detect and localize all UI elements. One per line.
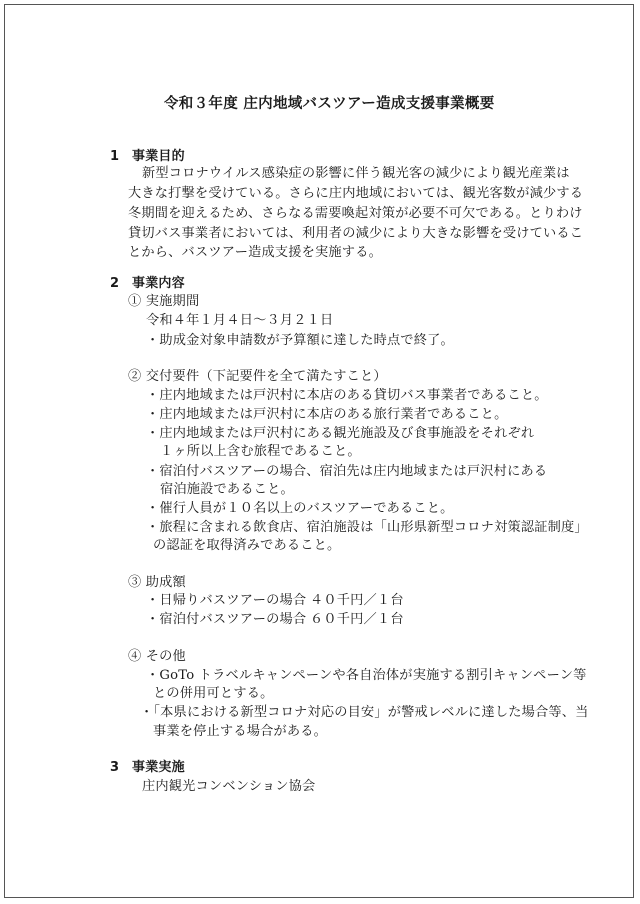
section-1-line: 冬期間を迎えるため、さらなる需要喚起対策が必要不可欠である。とりわけ (128, 206, 583, 221)
sub-2-line: ・旅程に含まれる飲食店、宿泊施設は「山形県新型コロナ対策認証制度」 (146, 520, 588, 535)
section-2-heading: 事業内容 (132, 276, 185, 291)
document-title: 令和３年度 庄内地域バスツアー造成支援事業概要 (164, 96, 495, 112)
sub-2-line: ・庄内地域または戸沢村にある観光施設及び食事施設をそれぞれ (146, 426, 535, 441)
sub-2-line: の認証を取得済みであること。 (153, 538, 341, 553)
section-1-line: 貸切バス事業者においては、利用者の減少により大きな影響を受けているこ (128, 226, 584, 241)
sub-3-stay-label: ・宿泊付バスツアーの場合 (146, 612, 307, 627)
sub-3-stay-amount: ６０千円／１台 (310, 612, 404, 627)
sub-2-heading: ② 交付要件（下記要件を全て満たすこと） (128, 369, 387, 384)
sub-3-day-label: ・日帰りバスツアーの場合 (146, 593, 307, 608)
sub-1-note: ・助成金対象申請数が予算額に達した時点で終了。 (146, 333, 454, 348)
sub-4-line: ・「本県における新型コロナ対応の目安」が警戒レベルに達した場合等、当 (140, 705, 589, 720)
sub-1-date: 令和４年１月４日～３月２１日 (146, 313, 334, 328)
sub-2-line: ・催行人員が１０名以上のバスツアーであること。 (146, 501, 454, 516)
section-3-heading: 事業実施 (132, 760, 185, 775)
sub-4-line: との併用可とする。 (153, 686, 274, 701)
sub-4-line: 事業を停止する場合がある。 (153, 724, 328, 739)
section-1-number: 1 (110, 149, 120, 164)
sub-4-line: ・GoTo トラベルキャンペーンや各自治体が実施する割引キャンペーン等 (146, 668, 587, 683)
sub-2-line: ・宿泊付バスツアーの場合、宿泊先は庄内地域または戸沢村にある (146, 464, 548, 479)
sub-3-heading: ③ 助成額 (128, 575, 186, 590)
sub-2-line: １ヶ所以上含む旅程であること。 (160, 444, 361, 459)
section-1-line: とから、バスツアー造成支援を実施する。 (128, 245, 382, 260)
sub-1-heading: ① 実施期間 (128, 294, 200, 309)
section-1-heading: 事業目的 (132, 149, 185, 164)
section-3-number: 3 (110, 760, 120, 775)
section-3-body: 庄内観光コンベンション協会 (142, 779, 316, 794)
sub-2-line: 宿泊施設であること。 (160, 482, 294, 497)
section-1-line: 大きな打撃を受けている。さらに庄内地域においては、観光客数が減少する (128, 186, 584, 201)
sub-3-day-amount: ４０千円／１台 (310, 593, 404, 608)
section-1-line: 新型コロナウイルス感染症の影響に伴う観光客の減少により観光産業は (142, 166, 570, 181)
sub-2-line: ・庄内地域または戸沢村に本店のある旅行業者であること。 (146, 407, 508, 422)
section-2-number: 2 (110, 276, 120, 291)
sub-4-heading: ④ その他 (128, 649, 186, 664)
sub-2-line: ・庄内地域または戸沢村に本店のある貸切バス事業者であること。 (146, 388, 548, 403)
